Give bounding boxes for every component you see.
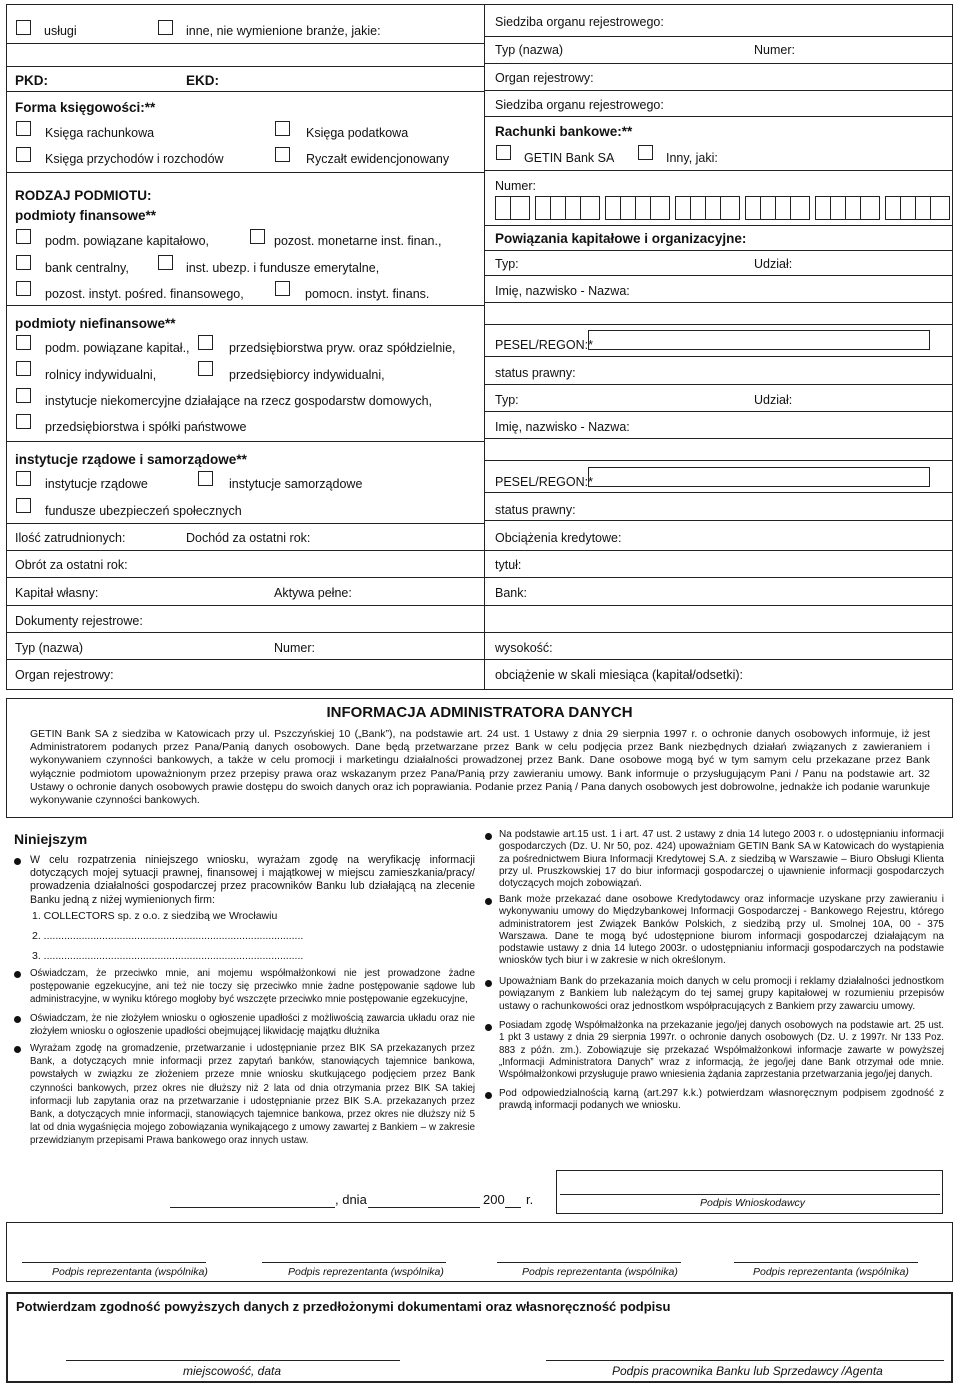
label-numer-konta: Numer: <box>495 179 536 193</box>
label-dochod: Dochód za ostatni rok: <box>186 531 311 545</box>
checkbox-n6[interactable] <box>16 414 31 429</box>
label-kpr: Księga przychodów i rozchodów <box>45 152 224 166</box>
label-rachunki: Rachunki bankowe:** <box>495 124 633 139</box>
label-organ-left: Organ rejestrowy: <box>15 668 114 682</box>
right-point-4: Posiadam zgodę Współmałżonka na przekazanie jego/jej danych osobowych na podstawie art. 25 ust. 1 pkt 3 ustawy z dnia 29 sierpnia 1997r. o ochronie danych osobowych (Dz. U. z 1997r. Nr 133 Poz. 883 z późn. zm.). Zobowiązuje się przekazać Współmałżonkowi informacje zawarte w powyższej „Informacji Administratora Danych” wraz z informacją, że jego/jej dane Bank otrzymał ode mnie. Współmałżonkowi przysługuje prawo wniesienia żądania zaprzestania przetwarzania jego/jej danych. <box>499 1020 944 1081</box>
label-kr: Księga rachunkowa <box>45 126 155 140</box>
label-ekd: EKD: <box>186 73 219 88</box>
account-digit-box[interactable] <box>580 196 600 220</box>
checkbox-i1[interactable] <box>16 471 31 486</box>
label-i2: instytucje samorządowe <box>229 477 363 491</box>
label-typ-left: Typ (nazwa) <box>15 641 84 655</box>
checkbox-f6[interactable] <box>275 281 290 296</box>
checkbox-n4[interactable] <box>198 361 213 376</box>
bullet <box>485 833 492 840</box>
label-tytul: tytuł: <box>495 558 522 572</box>
checkbox-f3[interactable] <box>16 255 31 270</box>
label-n4: przedsiębiorcy indywidualni, <box>229 368 385 382</box>
label-n3: rolnicy indywidualni, <box>45 368 157 382</box>
label-typ-1: Typ: <box>495 257 519 271</box>
label-kp: Księga podatkowa <box>306 126 409 140</box>
checkbox-inny[interactable] <box>638 145 653 160</box>
label-siedziba2: Siedziba organu rejestrowego: <box>495 98 664 112</box>
checkbox-re[interactable] <box>275 147 290 162</box>
firm-1: 1. COLLECTORS sp. z o.o. z siedzibą we Wrocławiu <box>32 910 278 922</box>
checkbox-i3[interactable] <box>16 498 31 513</box>
right-point-3: Upoważniam Bank do przekazania moich danych w celu promocji i reklamy działalności jednostkom powiązanym z Bankiem lub należącym do tej samej grupy kapitałowej w rozumieniu przepisów ustawy o rachunkowości oraz jednostkom współpracujących z Bankiem przy zawarciu umowy. <box>499 976 944 1012</box>
checkbox-kpr[interactable] <box>16 147 31 162</box>
label-getin: GETIN Bank SA <box>524 151 615 165</box>
label-siedziba1: Siedziba organu rejestrowego: <box>495 15 664 29</box>
label-i1: instytucje rządowe <box>45 477 148 491</box>
label-r: r. <box>526 1192 534 1207</box>
label-n5: instytucje niekomercyjne działające na rzecz gospodarstw domowych, <box>45 394 432 408</box>
niniejszym-p2: Oświadczam, że przeciwko mnie, ani mojemu współmałżonkowi nie jest prowadzone żadne postępowanie egzekucyjne, ani też nie toczy się przeciwko mnie żadne postępowanie sądowe lub administracyjne, w wyniku którego mogłoby być wszczęte przeciwko mnie postępowanie egzekucyjne, <box>30 968 475 1006</box>
podpis-reprezentanta-4: Podpis reprezentanta (wspólnika) <box>753 1266 909 1278</box>
label-numer-left: Numer: <box>274 641 315 655</box>
label-obciazenia: Obciążenia kredytowe: <box>495 531 622 545</box>
label-inny: Inny, jaki: <box>666 151 718 165</box>
bullet <box>14 1046 21 1053</box>
bullet <box>14 1016 21 1023</box>
checkbox-f2[interactable] <box>250 229 265 244</box>
podpis-reprezentanta-1: Podpis reprezentanta (wspólnika) <box>52 1266 208 1278</box>
column-divider <box>484 4 485 690</box>
niniejszym-p3: Oświadczam, że nie złożyłem wniosku o ogłoszenie upadłości z możliwością zawarcia układu oraz nie złożyłem wniosku o ogłoszenie upadłości obejmującej likwidację majątku dłużnika <box>30 1013 475 1038</box>
checkbox-f5[interactable] <box>16 281 31 296</box>
checkbox-i2[interactable] <box>198 471 213 486</box>
checkbox-kr[interactable] <box>16 121 31 136</box>
bullet <box>485 1092 492 1099</box>
checkbox-f4[interactable] <box>158 255 173 270</box>
bullet <box>485 898 492 905</box>
label-niefinansowe: podmioty niefinansowe** <box>15 316 176 331</box>
label-uslugi: usługi <box>44 24 77 38</box>
label-status-2: status prawny: <box>495 503 576 517</box>
right-point-5: Pod odpowiedzialnością karną (art.297 k.k.) potwierdzam własnoręcznym podpisem zgodność z prawdą informacji podanych we wniosku. <box>499 1088 944 1112</box>
label-typ-2: Typ: <box>495 393 519 407</box>
label-ilosc: Ilość zatrudnionych: <box>15 531 126 545</box>
label-imie-2: Imię, nazwisko - Nazwa: <box>495 420 630 434</box>
label-wysokosc: wysokość: <box>495 641 553 655</box>
label-f4: inst. ubezp. i fundusze emerytalne, <box>186 261 380 275</box>
bullet <box>14 858 21 865</box>
bullet <box>485 1024 492 1031</box>
account-digit-box[interactable] <box>510 196 530 220</box>
niniejszym-title: Niniejszym <box>14 831 88 847</box>
label-f2: pozost. monetarne inst. finan., <box>274 234 442 248</box>
label-udzial-1: Udział: <box>754 257 793 271</box>
label-forma: Forma księgowości:** <box>15 100 156 115</box>
label-n6: przedsiębiorstwa i spółki państwowe <box>45 420 247 434</box>
niniejszym-p4: Wyrażam zgodę na gromadzenie, przetwarzanie i udostępnianie przez BIK SA przekazanych przez Bank, a dotyczących mnie informacji przez zapytań banków, stanowiących tajemnice bankowa, powstałych w związku ze złożeniem przeze mnie wniosku skutkującego podjęciem przez Bank czynności bankowych, przez okres nie dłuższy niż 2 lata od dnia otrzymania przez BIK SA takiej informacji lub zapytania oraz na przetwarzanie i udostępnianie przez BIK S.A. przekazanych przez Bank, a dotyczących mnie informacji, stanowiących tajemnice bankowa, przez okres nie dłuższy niż 5 lat od dnia wygaśnięcia mojego zobowiązania wynikającego z umowy zawartej z Bankiem – w zakresie przewidzianym przepisami Prawa bankowego oraz innych ustaw. <box>30 1043 475 1147</box>
info-title: INFORMACJA ADMINISTRATORA DANYCH <box>326 704 633 721</box>
label-finansowe: podmioty finansowe** <box>15 208 157 223</box>
label-numer-right: Numer: <box>754 43 795 57</box>
miejscowosc-data-line[interactable] <box>66 1360 400 1361</box>
account-digit-box[interactable] <box>930 196 950 220</box>
label-bank: Bank: <box>495 586 527 600</box>
pracownik-signature-line[interactable] <box>546 1360 944 1361</box>
label-podpis-pracownika: Podpis pracownika Banku lub Sprzedawcy /Agenta <box>612 1364 883 1378</box>
account-digit-box[interactable] <box>860 196 880 220</box>
label-powiazania: Powiązania kapitałowe i organizacyjne: <box>495 231 747 246</box>
label-inne: inne, nie wymienione branże, jakie: <box>186 24 381 38</box>
right-point-2: Bank może przekazać dane osobowe Kredytodawcy oraz informacje uzyskane przy zawieraniu i wykonywaniu umowy do Międzybankowej Informacji Gospodarczej - Bankowego Rejestru, którego administratorem jest Związek Banków Polskich, z siedzibą przy ul. Smolnej 10A, 00 - 375 Warszawa. Dane te mogą być udostępnione biurom informacji gospodarczej działającym na podstawie ustawy z dnia 14 lutego 2003r. o udostępnianiu informacji gospodarczych na podstawie wniosków tych biur i w zakresie w nich określonym. <box>499 894 944 967</box>
year-line[interactable] <box>505 1207 521 1208</box>
label-dnia: , dnia <box>335 1192 367 1207</box>
account-digit-box[interactable] <box>650 196 670 220</box>
label-aktywa: Aktywa pełne: <box>274 586 352 600</box>
checkbox-kp[interactable] <box>275 121 290 136</box>
label-f3: bank centralny, <box>45 261 129 275</box>
pesel-input-1[interactable] <box>588 330 930 350</box>
label-pesel-1: PESEL/REGON:* <box>495 338 593 352</box>
checkbox-uslugi[interactable] <box>16 20 31 35</box>
bullet <box>14 971 21 978</box>
info-text: GETIN Bank SA z siedziba w Katowicach przy ul. Pszczyńskiej 10 („Bank”), na podstawie art. 24 ust. 1 Ustawy z dnia 29 sierpnia 1997 r. o ochronie danych osobowych informuje, iż jest Administratorem podanych przez Pana/Panią danych osobowych. Dane będą przetwarzane przez Bank w celu podjęcia przez Bank niezbędnych działań związanych z zawieraniem i wykonywaniem czynności bankowych, a także w celu promocji i marketingu działalności prowadzonej przez Bank. Dane osobowe mogą być w tym samym celu przekazane przez Bank wyłącznie podmiotom upoważnionym przez przepisy prawa oraz wskazanym przez Pana/Panią przy zawieraniu umowy. Bank informuje o przysługującym Pani / Panu na podstawie art. 32 Ustawy o ochronie danych osobowych prawie dostępu do swoich danych oraz ich poprawiania. Podanie przez Panią / Pana danych osobowych jest dobrowolne, jednakże ich podanie warunkuje wykonywanie czynności bankowych. <box>30 728 930 807</box>
firm-3: 3. ......................................................................................... <box>32 950 304 962</box>
account-number-boxes[interactable] <box>495 196 915 222</box>
checkbox-f1[interactable] <box>16 229 31 244</box>
label-i3: fundusze ubezpieczeń społecznych <box>45 504 242 518</box>
label-organ-right: Organ rejestrowy: <box>495 71 594 85</box>
checkbox-n2[interactable] <box>198 335 213 350</box>
label-dokumenty: Dokumenty rejestrowe: <box>15 614 143 628</box>
label-f1: podm. powiązane kapitałowo, <box>45 234 209 248</box>
label-miejscowosc-data: miejscowość, data <box>183 1364 282 1378</box>
miejscowosc-line[interactable] <box>170 1207 335 1208</box>
niniejszym-p1: W celu rozpatrzenia niniejszego wniosku, wyrażam zgodę na weryfikację informacji dotyczących mojej sytuacji prawnej, finansowej i majątkowej w miejscu zamieszkania/pracy/ prowadzenia działalności gospodarczej przez pracowników Banku lub działającą na zlecenie Banku jedną z niżej wymienionych firm: <box>30 854 475 906</box>
account-digit-box[interactable] <box>790 196 810 220</box>
label-f6: pomocn. instyt. finans. <box>305 287 430 301</box>
label-n1: podm. powiązane kapitał., <box>45 341 190 355</box>
label-n2: przedsiębiorstwa pryw. oraz spółdzielnie, <box>229 341 456 355</box>
podpis-reprezentanta-3: Podpis reprezentanta (wspólnika) <box>522 1266 678 1278</box>
label-status-1: status prawny: <box>495 366 576 380</box>
date-line[interactable] <box>368 1207 480 1208</box>
checkbox-getin[interactable] <box>496 145 511 160</box>
label-udzial-2: Udział: <box>754 393 793 407</box>
bullet <box>485 980 492 987</box>
checkbox-n3[interactable] <box>16 361 31 376</box>
firm-2: 2. ......................................................................................... <box>32 930 304 942</box>
label-rodzaj: RODZAJ PODMIOTU: <box>15 188 152 203</box>
label-f5: pozost. instyt. pośred. finansowego, <box>45 287 244 301</box>
label-kapital: Kapitał własny: <box>15 586 99 600</box>
label-podpis-wnioskodawcy: Podpis Wnioskodawcy <box>700 1197 806 1209</box>
label-200: 200 <box>483 1192 505 1207</box>
checkbox-n5[interactable] <box>16 388 31 403</box>
right-point-1: Na podstawie art.15 ust. 1 i art. 47 ust. 2 ustawy z dnia 14 lutego 2003 r. o udostępnianiu informacji gospodarczych (Dz. U. Nr 50, poz. 424) upoważniam GETIN Bank SA w Katowicach do wystąpienia za pośrednictwem Biura Informacji Kredytowej S.A. z siedzibą w Warszawie – Biuro Obsługi Klienta przy ul. Pruszkowskiej 17 do biur informacji gospodarczej o ujawnienie informacji gospodarczych dotyczących mojch zobowiązań. <box>499 829 944 890</box>
label-typ-right: Typ (nazwa) <box>495 43 564 57</box>
confirmation-text: Potwierdzam zgodność powyższych danych z przedłożonymi dokumentami oraz własnoręczność podpisu <box>16 1299 671 1314</box>
label-re: Ryczałt ewidencjonowany <box>306 152 450 166</box>
pesel-input-2[interactable] <box>588 467 930 487</box>
account-digit-box[interactable] <box>720 196 740 220</box>
label-obrot: Obrót za ostatni rok: <box>15 558 128 572</box>
checkbox-n1[interactable] <box>16 335 31 350</box>
label-obciazenie-miesiac: obciążenie w skali miesiąca (kapitał/odsetki): <box>495 668 744 682</box>
label-pesel-2: PESEL/REGON:* <box>495 475 593 489</box>
checkbox-inne[interactable] <box>158 20 173 35</box>
label-imie-1: Imię, nazwisko - Nazwa: <box>495 284 630 298</box>
label-instytucje: instytucje rządowe i samorządowe** <box>15 452 247 467</box>
label-pkd: PKD: <box>15 73 48 88</box>
podpis-reprezentanta-2: Podpis reprezentanta (wspólnika) <box>288 1266 444 1278</box>
